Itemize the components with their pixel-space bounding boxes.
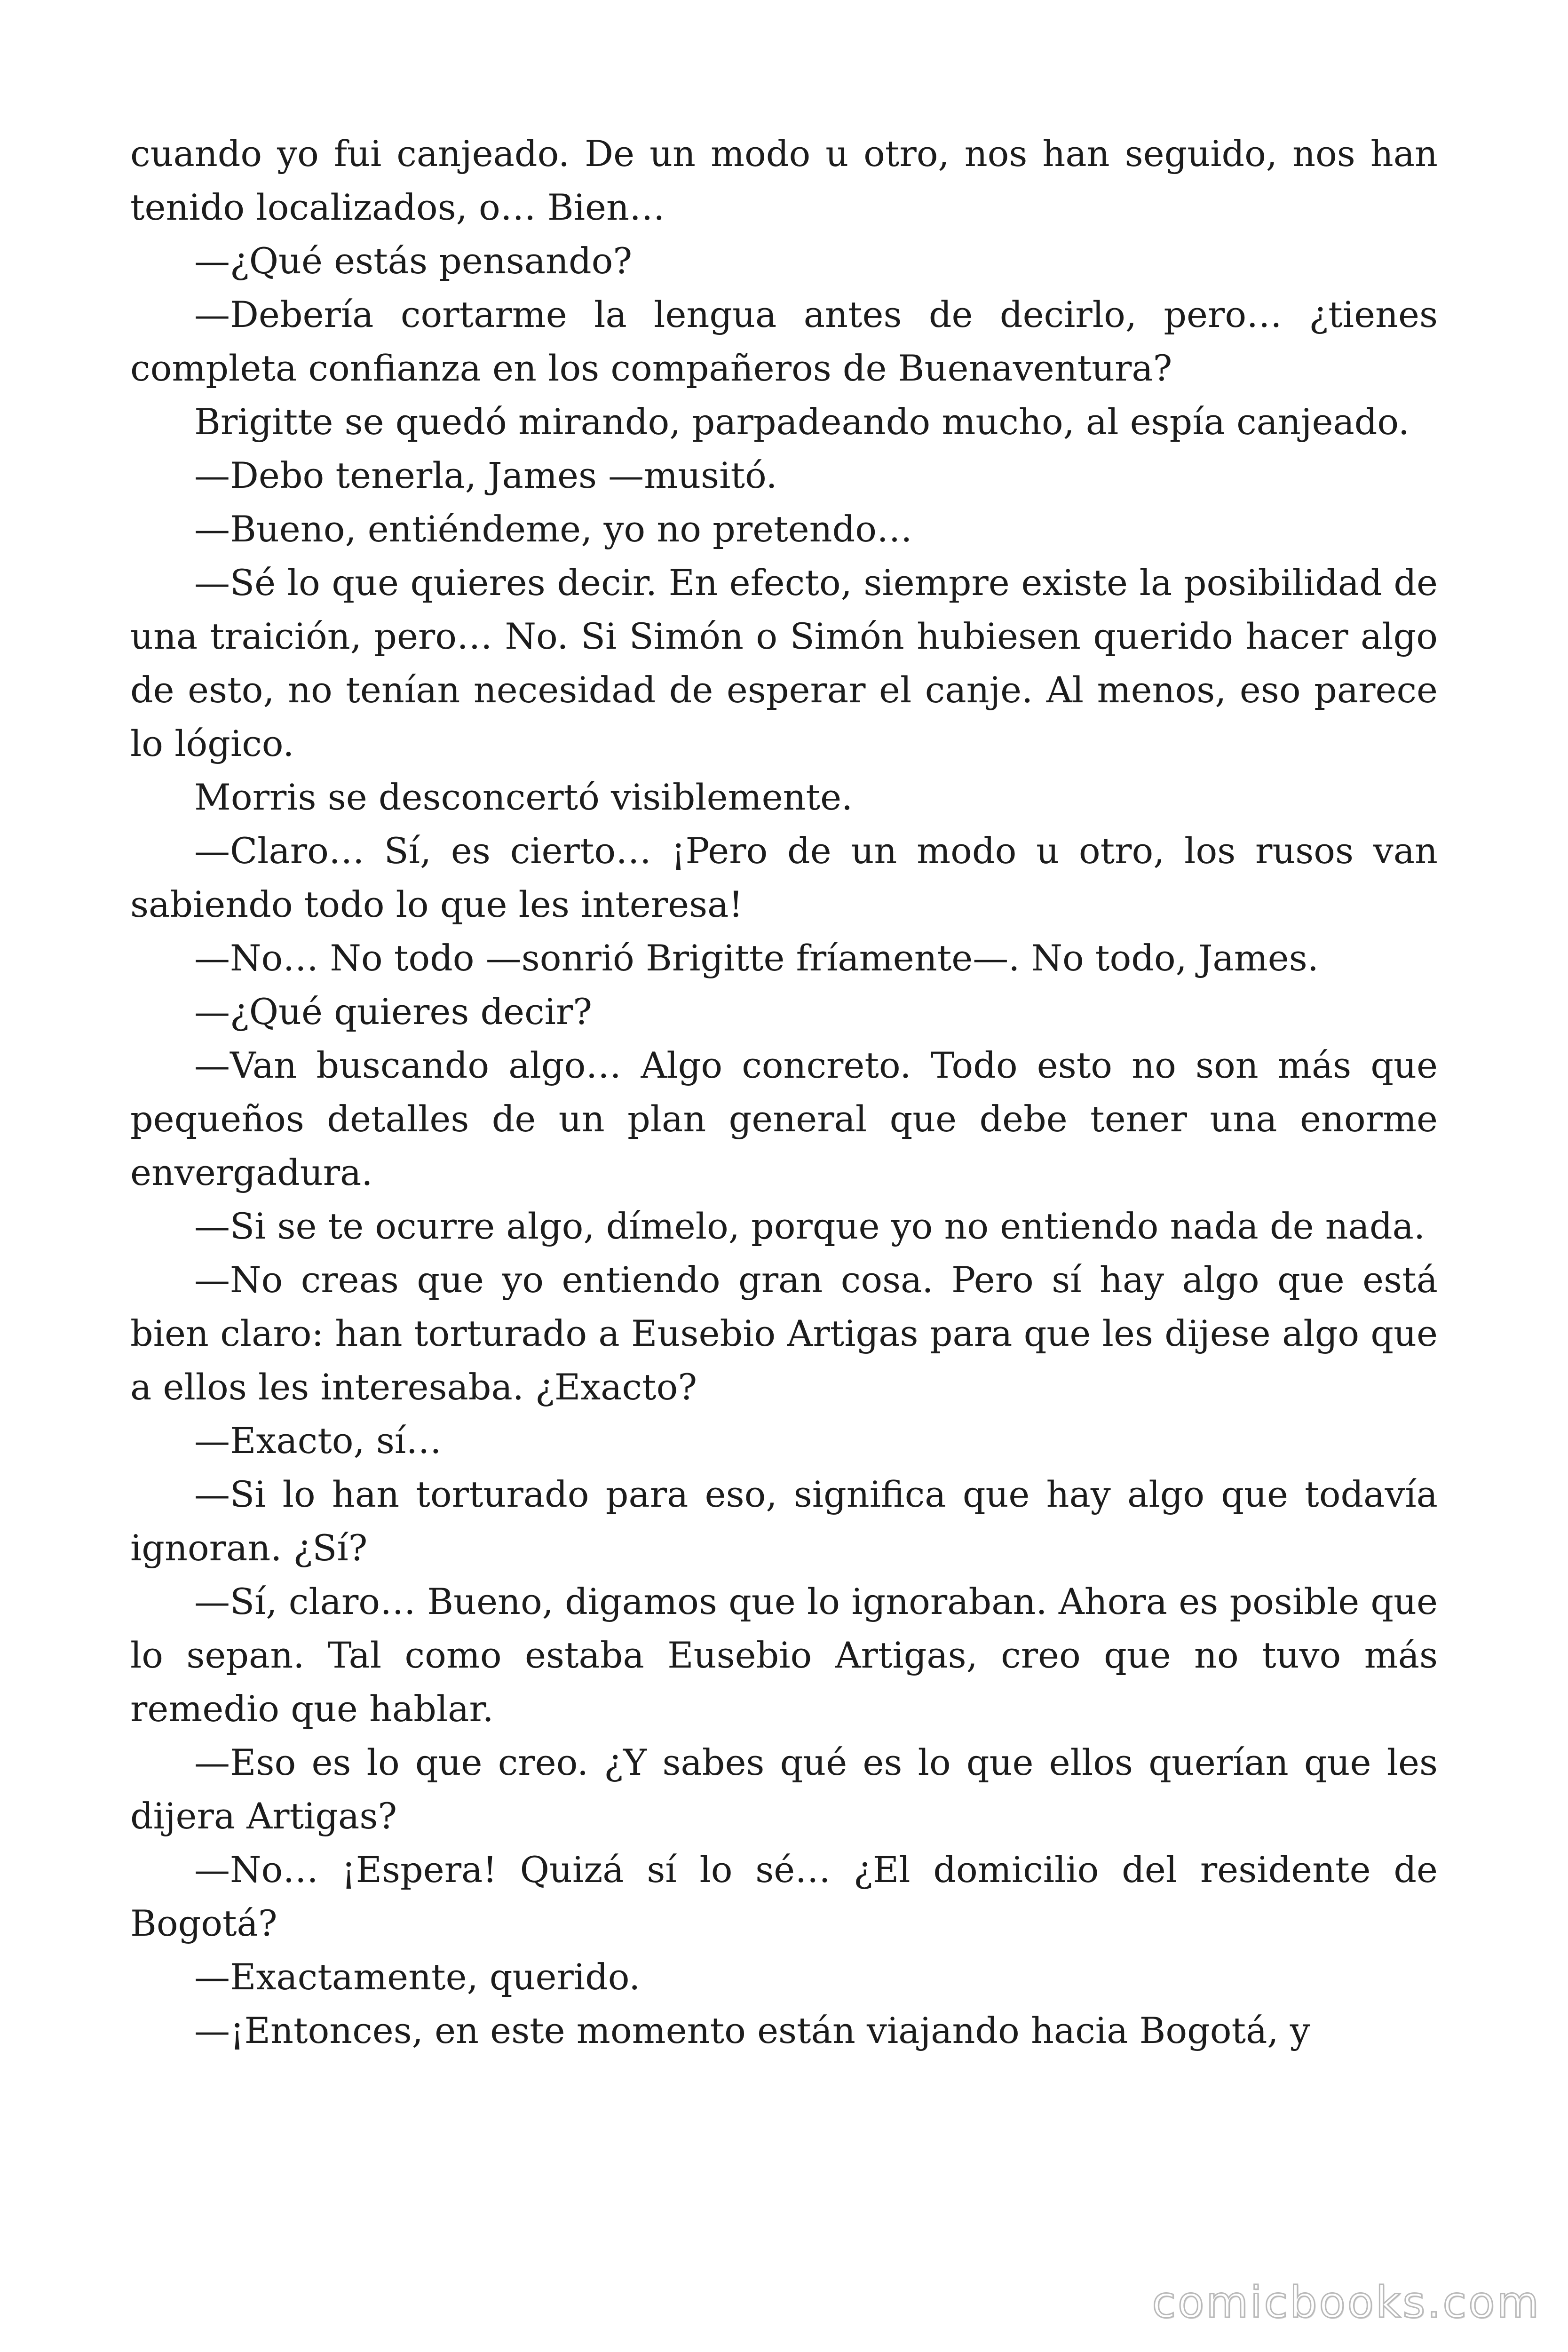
paragraph: —No creas que yo entiendo gran cosa. Pero sí hay algo que está bien claro: han torturado a Eusebio Artigas para que les dijese algo que a ellos les interesaba. ¿Exacto? (130, 1259, 1438, 1408)
paragraph: —Exactamente, querido. (194, 1956, 641, 1998)
paragraph: —Debo tenerla, James —musitó. (194, 454, 777, 496)
body-text (130, 127, 1438, 2058)
paragraph: —No… No todo —sonrió Brigitte fríamente—. No todo, James. (194, 937, 1319, 979)
paragraph: —No… ¡Espera! Quizá sí lo sé… ¿El domicilio del residente de Bogotá? (130, 1849, 1438, 1944)
watermark: comicbooks.com (1152, 2277, 1541, 2328)
paragraph: —Bueno, entiéndeme, yo no pretendo… (194, 508, 913, 550)
paragraph: —¿Qué quieres decir? (194, 991, 593, 1033)
paragraph: —Van buscando algo… Algo concreto. Todo esto no son más que pequeños detalles de un plan general que debe tener una enorme envergadura. (130, 1044, 1438, 1193)
paragraph: —¡Entonces, en este momento están viajando hacia Bogotá, y (194, 2010, 1310, 2051)
paragraph: Morris se desconcertó visiblemente. (194, 776, 853, 818)
paragraph: —Si lo han torturado para eso, significa que hay algo que todavía ignoran. ¿Sí? (130, 1473, 1438, 1569)
paragraph: —Sé lo que quieres decir. En efecto, siempre existe la posibilidad de una traición, pero… No. Si Simón o Simón hubiesen querido hacer algo de esto, no tenían necesidad de esperar el canje. Al menos, eso parece lo lógico. (130, 562, 1438, 764)
paragraph: —¿Qué estás pensando? (194, 240, 633, 282)
paragraph: cuando yo fui canjeado. De un modo u otro, nos han seguido, nos han tenido localizados, o… Bien… (130, 133, 1438, 228)
paragraph: —Exacto, sí… (194, 1420, 442, 1462)
paragraph: —Debería cortarme la lengua antes de decirlo, pero… ¿tienes completa confianza en los compañeros de Buenaventura? (130, 294, 1438, 389)
paragraph: —Si se te ocurre algo, dímelo, porque yo no entiendo nada de nada. (194, 1205, 1425, 1247)
paragraph: —Claro… Sí, es cierto… ¡Pero de un modo u otro, los rusos van sabiendo todo lo que les interesa! (130, 830, 1438, 925)
paragraph: —Eso es lo que creo. ¿Y sabes qué es lo que ellos querían que les dijera Artigas? (130, 1741, 1438, 1837)
paragraph: —Sí, claro… Bueno, digamos que lo ignoraban. Ahora es posible que lo sepan. Tal como estaba Eusebio Artigas, creo que no tuvo más remedio que hablar. (130, 1581, 1438, 1730)
paragraph: Brigitte se quedó mirando, parpadeando mucho, al espía canjeado. (194, 401, 1410, 443)
